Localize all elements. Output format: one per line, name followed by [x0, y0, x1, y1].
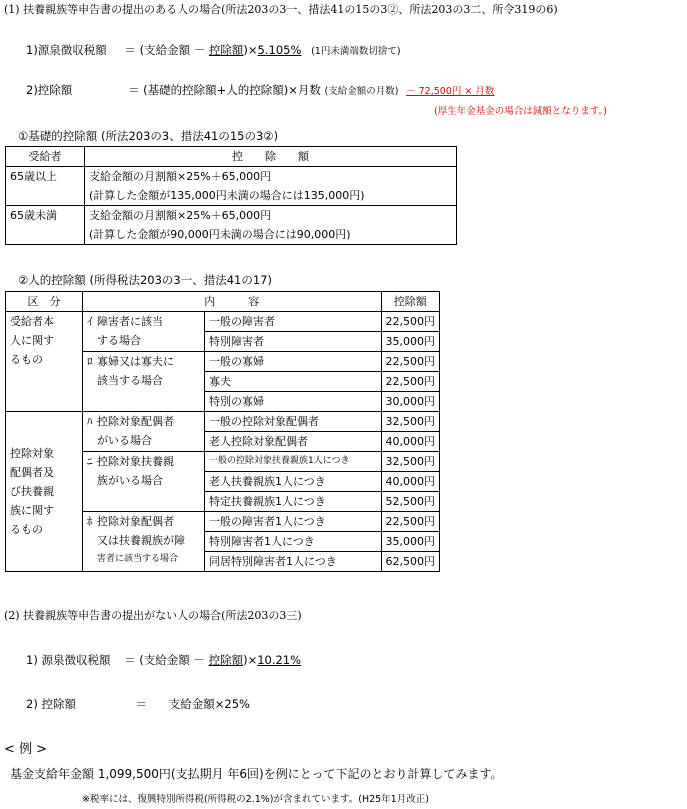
- subcategory-cell: 寡婦又は寡夫に 該当する場合: [95, 352, 205, 412]
- detail-cell: 特別障害者1人につき: [205, 532, 382, 552]
- table-header-cell: 控除額: [381, 292, 440, 312]
- deduction-line: (計算した金額が90,000円未満の場合には90,000円): [89, 228, 351, 241]
- table-row: [6, 412, 440, 432]
- formula-withholding-tax-2: [26, 652, 301, 668]
- formula-label: 1) 源泉徴収税額: [26, 653, 111, 667]
- table-header-cell: 区 分: [6, 292, 83, 312]
- formula-rate: 5.105%: [257, 43, 302, 57]
- detail-cell: 老人扶養親族1人につき: [205, 472, 382, 492]
- item-mark: ﾆ: [83, 452, 96, 512]
- table-header-cell: 受給者: [6, 147, 85, 167]
- amount-cell: 62,500円: [381, 552, 440, 572]
- table-header-row: [6, 147, 457, 167]
- deduction-line: 支給金額の月割額×25%＋65,000円: [89, 209, 272, 222]
- table-header-row: [6, 292, 440, 312]
- amount-cell: 30,000円: [381, 392, 440, 412]
- amount-cell: 32,500円: [381, 452, 440, 472]
- category-cell: 控除対象 配偶者及 び扶養親 族に関す るもの: [6, 412, 83, 572]
- subcategory-cell: 控除対象配偶者 がいる場合: [95, 412, 205, 452]
- formula-label: 1)源泉徴収税額: [26, 43, 107, 57]
- detail-cell: 特別障害者: [205, 332, 382, 352]
- formula-eq: ＝: [135, 697, 148, 711]
- section1-title: (1) 扶養親族等申告書の提出のある人の場合(所法203の3一、措法41の15の3②、所法203の3二、所令319の6): [4, 3, 558, 16]
- example-heading: < 例 >: [4, 742, 48, 757]
- item-mark: ﾎ: [83, 512, 96, 572]
- detail-cell: 一般の控除対象扶養親族1人につき: [205, 452, 382, 472]
- amount-cell: 32,500円: [381, 412, 440, 432]
- formula-withholding-tax: [26, 42, 401, 60]
- subcategory-cell: 障害者に該当 する場合: [95, 312, 205, 352]
- amount-cell: 22,500円: [381, 312, 440, 332]
- item-mark: ｲ: [83, 312, 96, 352]
- section2-title: (2) 扶養親族等申告書の提出がない人の場合(所法203の3三): [4, 609, 302, 622]
- basic-deduction-table: [5, 146, 457, 245]
- deduction-line: 支給金額の月割額×25%＋65,000円: [89, 170, 272, 183]
- amount-cell: 22,500円: [381, 372, 440, 392]
- amount-cell: 35,000円: [381, 332, 440, 352]
- table-row: [6, 206, 457, 245]
- amount-cell: 52,500円: [381, 492, 440, 512]
- subcategory-cell: 控除対象扶養親 族がいる場合: [95, 452, 205, 512]
- formula-close: )×: [243, 653, 258, 667]
- detail-cell: 特定扶養親族1人につき: [205, 492, 382, 512]
- deduction-line: (計算した金額が135,000円未満の場合には135,000円): [89, 189, 365, 202]
- formula-eq: ＝ (支給金額 －: [124, 43, 206, 57]
- amount-cell: 22,500円: [381, 352, 440, 372]
- detail-cell: 特別の寡婦: [205, 392, 382, 412]
- basic-table-caption: ①基礎的控除額 (所法203の3、措法41の15の3②): [18, 129, 279, 143]
- deduction-cell: [85, 167, 457, 206]
- personal-deduction-table: [5, 291, 440, 572]
- amount-cell: 22,500円: [381, 512, 440, 532]
- formula-label: 2) 控除額: [26, 697, 76, 711]
- formula-note: (1円未満端数切捨て): [311, 46, 401, 57]
- personal-table-caption: ②人的控除額 (所得税法203の3一、措法41の17): [18, 273, 272, 287]
- minus-term: － 72,500円 × 月数: [406, 86, 495, 97]
- table-header-cell: 控 除 額: [85, 147, 457, 167]
- formula-eq: ＝ (基礎的控除額+人的控除額)×月数: [127, 83, 321, 97]
- formula-label: 2)控除額: [26, 83, 73, 97]
- recipient-cell: 65歳未満: [6, 206, 85, 245]
- formula-deduction: 控除額: [208, 653, 244, 667]
- detail-cell: 老人控除対象配偶者: [205, 432, 382, 452]
- detail-cell: 寡夫: [205, 372, 382, 392]
- example-note: ※税率には、復興特別所得税(所得税の2.1%)が含まれています。(H25年1月改正): [82, 794, 429, 805]
- formula-deduction: 控除額: [208, 43, 244, 57]
- amount-cell: 35,000円: [381, 532, 440, 552]
- detail-cell: 一般の障害者: [205, 312, 382, 332]
- recipient-cell: 65歳以上: [6, 167, 85, 206]
- item-mark: ﾛ: [83, 352, 96, 412]
- formula-close: )×: [243, 43, 258, 57]
- amount-cell: 40,000円: [381, 432, 440, 452]
- subcategory-cell: 控除対象配偶者 又は扶養親族が障 害者に該当する場合: [95, 512, 205, 572]
- amount-cell: 40,000円: [381, 472, 440, 492]
- detail-cell: 同居特別障害者1人につき: [205, 552, 382, 572]
- detail-cell: 一般の障害者1人につき: [205, 512, 382, 532]
- table-header-cell: 内 容: [83, 292, 382, 312]
- formula-rate: 10.21%: [257, 653, 302, 667]
- table-row: [6, 167, 457, 206]
- detail-cell: 一般の控除対象配偶者: [205, 412, 382, 432]
- category-cell: 受給者本 人に関す るもの: [6, 312, 83, 412]
- formula-deduction-amount-2: [26, 696, 250, 712]
- table-row: [6, 312, 440, 332]
- formula-eq: ＝ (支給金額 －: [124, 653, 205, 667]
- pension-note: (厚生年金基金の場合は減額となります。): [434, 106, 607, 117]
- example-body: 基金支給年金額 1,099,500円(支払期月 年6回)を例にとって下記のとおり計算してみます。: [10, 767, 503, 781]
- formula-value: 支給金額×25%: [168, 697, 250, 711]
- deduction-cell: [85, 206, 457, 245]
- formula-deduction-amount: [26, 82, 494, 100]
- item-mark: ﾊ: [83, 412, 96, 452]
- detail-cell: 一般の寡婦: [205, 352, 382, 372]
- months-note: (支給金額の月数): [324, 86, 399, 97]
